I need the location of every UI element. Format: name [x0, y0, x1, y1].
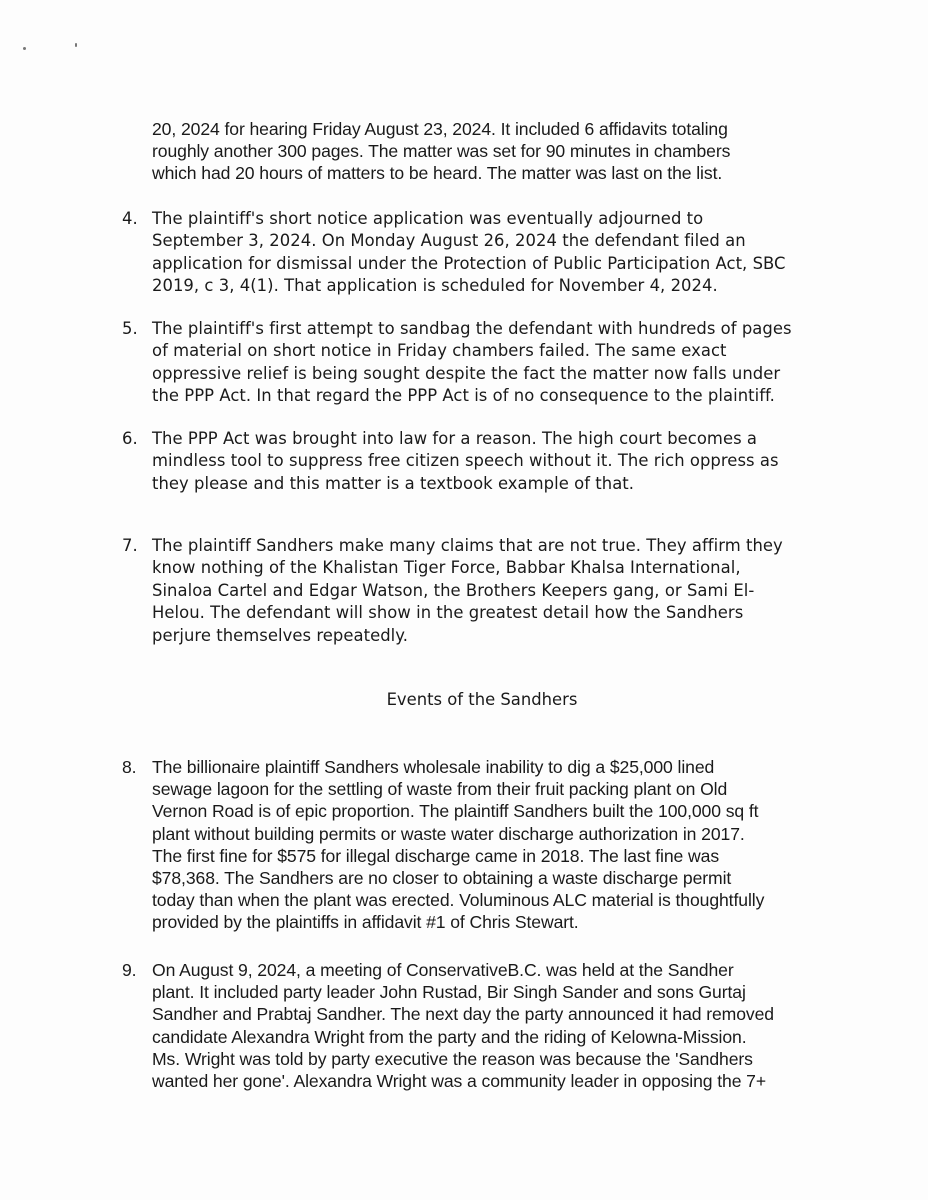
paragraph-text: The plaintiff's short notice application was eventually adjourned to September 3, 2024. On Monday August 26, 2024 the defendant filed an application for dismissal under the Protection of Public Participation Act, SBC 2019, c 3, 4(1). That application is scheduled for November 4, 2024.	[152, 209, 786, 296]
paragraph-text: The PPP Act was brought into law for a reason. The high court becomes a mindless tool to suppress free citizen speech without it. The rich oppress as they please and this matter is a textbook example of that.	[152, 429, 779, 493]
paragraph-text: On August 9, 2024, a meeting of ConservativeB.C. was held at the Sandher plant. It included party leader John Rustad, Bir Singh Sander and sons Gurtaj Sandher and Prabtaj Sandher. The next day the party announced it had removed candidate Alexandra Wright from the party and the riding of Kelowna-Mission. Ms. Wright was told by party executive the reason was because the 'Sandhers wanted her gone'. Alexandra Wright was a community leader in opposing the 7+	[152, 960, 774, 1092]
paragraph-text: The plaintiff Sandhers make many claims that are not true. They affirm they know nothing of the Khalistan Tiger Force, Babbar Khalsa International, Sinaloa Cartel and Edgar Watson, the Brothers Keepers gang, or Sami El- Helou. The defendant will show in the greatest detail how the Sandhers perjure themselves repeatedly.	[152, 536, 783, 645]
scan-speck	[23, 47, 26, 50]
paragraph-text: 20, 2024 for hearing Friday August 23, 2024. It included 6 affidavits totaling roughly another 300 pages. The matter was set for 90 minutes in chambers which had 20 hours of matters to be heard. The matter was last on the list.	[152, 119, 731, 184]
paragraph-number: 6.	[122, 429, 138, 448]
paragraph-text: The billionaire plaintiff Sandhers wholesale inability to dig a $25,000 lined sewage lagoon for the settling of waste from their fruit packing plant on Old Vernon Road is of epic proportion. The plaintiff Sandhers built the 100,000 sq ft plant without building permits or waste water discharge authorization in 2017. The first fine for $575 for illegal discharge came in 2018. The last fine was $78,368. The Sandhers are no closer to obtaining a waste discharge permit today than when the plant was erected. Voluminous ALC material is thoughtfully provided by the plaintiffs in affidavit #1 of Chris Stewart.	[152, 757, 765, 933]
paragraph-5	[122, 318, 852, 408]
paragraph-8	[122, 756, 852, 934]
scan-speck	[75, 43, 77, 47]
paragraph-9	[122, 959, 852, 1092]
paragraph-number: 4.	[122, 209, 138, 228]
paragraph-7	[122, 535, 852, 647]
paragraph-6	[122, 428, 852, 495]
paragraph-number: 7.	[122, 536, 138, 555]
paragraph-number: 8.	[122, 757, 137, 777]
paragraph-continuation	[152, 118, 852, 185]
paragraph-number: 9.	[122, 960, 137, 980]
section-heading: Events of the Sandhers	[386, 690, 578, 709]
paragraph-text: The plaintiff's first attempt to sandbag the defendant with hundreds of pages of material on short notice in Friday chambers failed. The same exact oppressive relief is being sought despite the fact the matter now falls under the PPP Act. In that regard the PPP Act is of no consequence to the plaintiff.	[152, 319, 792, 406]
paragraph-4	[122, 208, 852, 298]
paragraph-number: 5.	[122, 319, 138, 338]
